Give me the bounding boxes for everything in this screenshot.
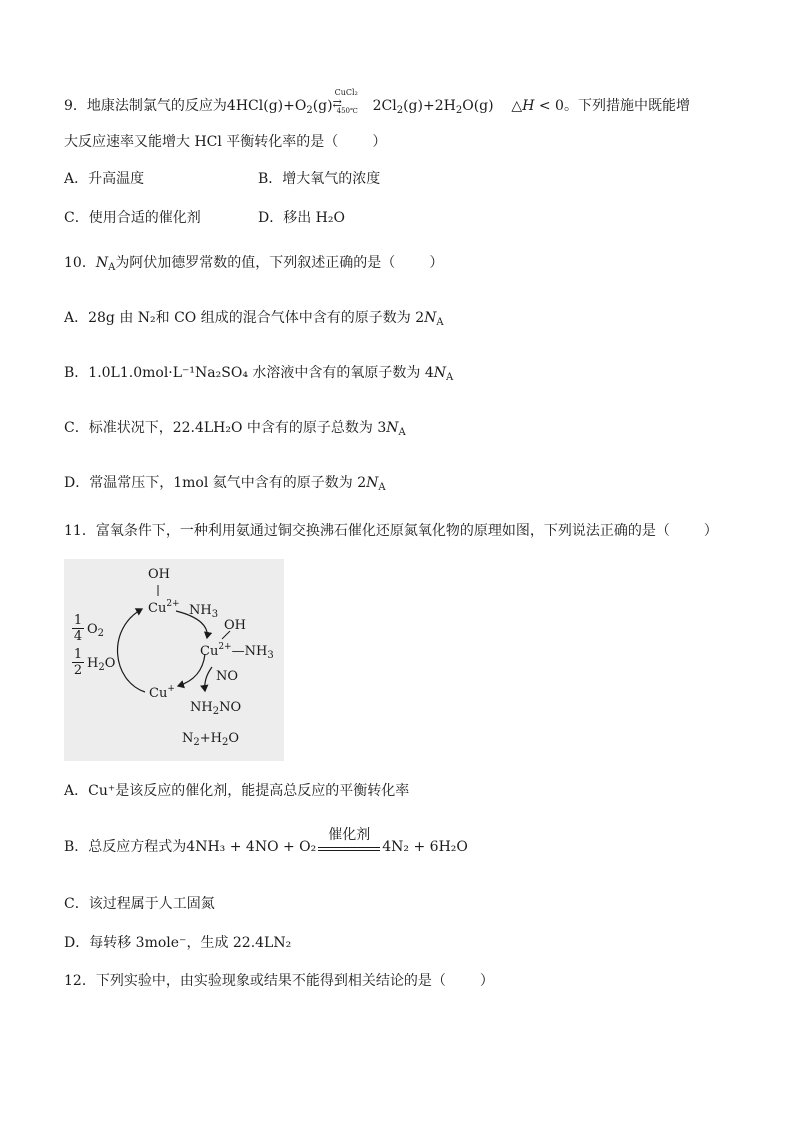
- catalytic-cycle-diagram: [64, 559, 284, 761]
- label-products: $N_2+H_2O$: [182, 731, 240, 748]
- q9-number: 9．: [64, 98, 87, 114]
- q11-option-a: A．Cu⁺是该反应的催化剂，能提高总反应的平衡转化率: [64, 783, 410, 799]
- q9-option-c: C．使用合适的催化剂: [64, 210, 201, 226]
- arrow-regeneration: [118, 609, 145, 692]
- q9-option-d: D．移出 H₂O: [258, 210, 345, 226]
- catalyst-arrow: 催化剂: [316, 837, 382, 857]
- q11-option-d: D．每转移 3mole⁻，生成 22.4LN₂: [64, 935, 292, 951]
- q10-option-c: C．标准状况下，22.4LH₂O 中含有的原子总数为 $3N_A$: [64, 420, 406, 438]
- label-no-in: NO: [216, 669, 239, 684]
- label-o2: $O_2$: [87, 622, 105, 639]
- label-nh2no: $NH_2NO$: [190, 700, 242, 717]
- reversible-arrow: CuCl₂ ⇄ 450℃: [332, 88, 358, 115]
- label-h2o-left: $H_2O$: [87, 656, 116, 673]
- q10-option-d: D．常温常压下，1mol 氦气中含有的原子数为 $2N_A$: [64, 475, 386, 493]
- label-cu2-right: $Cu^{2+}—NH_3$: [200, 642, 274, 661]
- q12-stem: 12．下列实验中，由实验现象或结果不能得到相关结论的是（ ）: [64, 973, 494, 989]
- q10-option-b: B．1.0L1.0mol·L⁻¹Na₂SO₄ 水溶液中含有的氧原子数为 $4N_A$: [64, 365, 454, 383]
- fraction-half: 1 2: [73, 647, 83, 678]
- q11-option-c: C．该过程属于人工固氮: [64, 896, 215, 912]
- fraction-quarter: 1 4: [73, 613, 83, 644]
- arrow-no-out: [205, 667, 212, 691]
- label-oh-right: OH: [224, 618, 246, 633]
- q9-option-b: B．增大氧气的浓度: [258, 171, 381, 187]
- q11-stem: 11．富氧条件下，一种利用氨通过铜交换沸石催化还原氮氧化物的原理如图，下列说法正确的是（ ）: [64, 523, 718, 539]
- label-nh3-in: $NH_3$: [189, 603, 219, 620]
- q9-stem-line1: 9．地康法制氯气的反应为$4HCl(g)+O_2(g)$ CuCl₂ ⇄ 450℃ $2Cl_2(g)+2H_2O(g)$ △H < 0。下列措施中既能增: [64, 88, 690, 116]
- q10-option-a: A．28g 由 N₂和 CO 组成的混合气体中含有的原子数为 $2N_A$: [64, 310, 444, 328]
- label-cu2-top: $Cu^{2+}$: [148, 599, 180, 616]
- q10-stem: 10．$N_A$为阿伏加德罗常数的值，下列叙述正确的是（ ）: [64, 255, 444, 273]
- label-oh-top: OH: [148, 567, 170, 582]
- q11-option-b: B．总反应方程式为4NH₃ + 4NO + O₂ 催化剂 4N₂ + 6H₂O: [64, 827, 468, 855]
- q9-equation: $4HCl(g)+O_2(g)$ CuCl₂ ⇄ 450℃ $2Cl_2(g)+2H_2O(g)$: [226, 88, 494, 116]
- label-cu-plus: Cu+: [149, 684, 175, 701]
- q9-stem-line2: 大反应速率又能增大 HCl 平衡转化率的是（ ）: [64, 134, 387, 150]
- q9-stem-text: 地康法制氯气的反应为: [86, 98, 227, 114]
- q9-option-a: A．升高温度: [64, 171, 145, 187]
